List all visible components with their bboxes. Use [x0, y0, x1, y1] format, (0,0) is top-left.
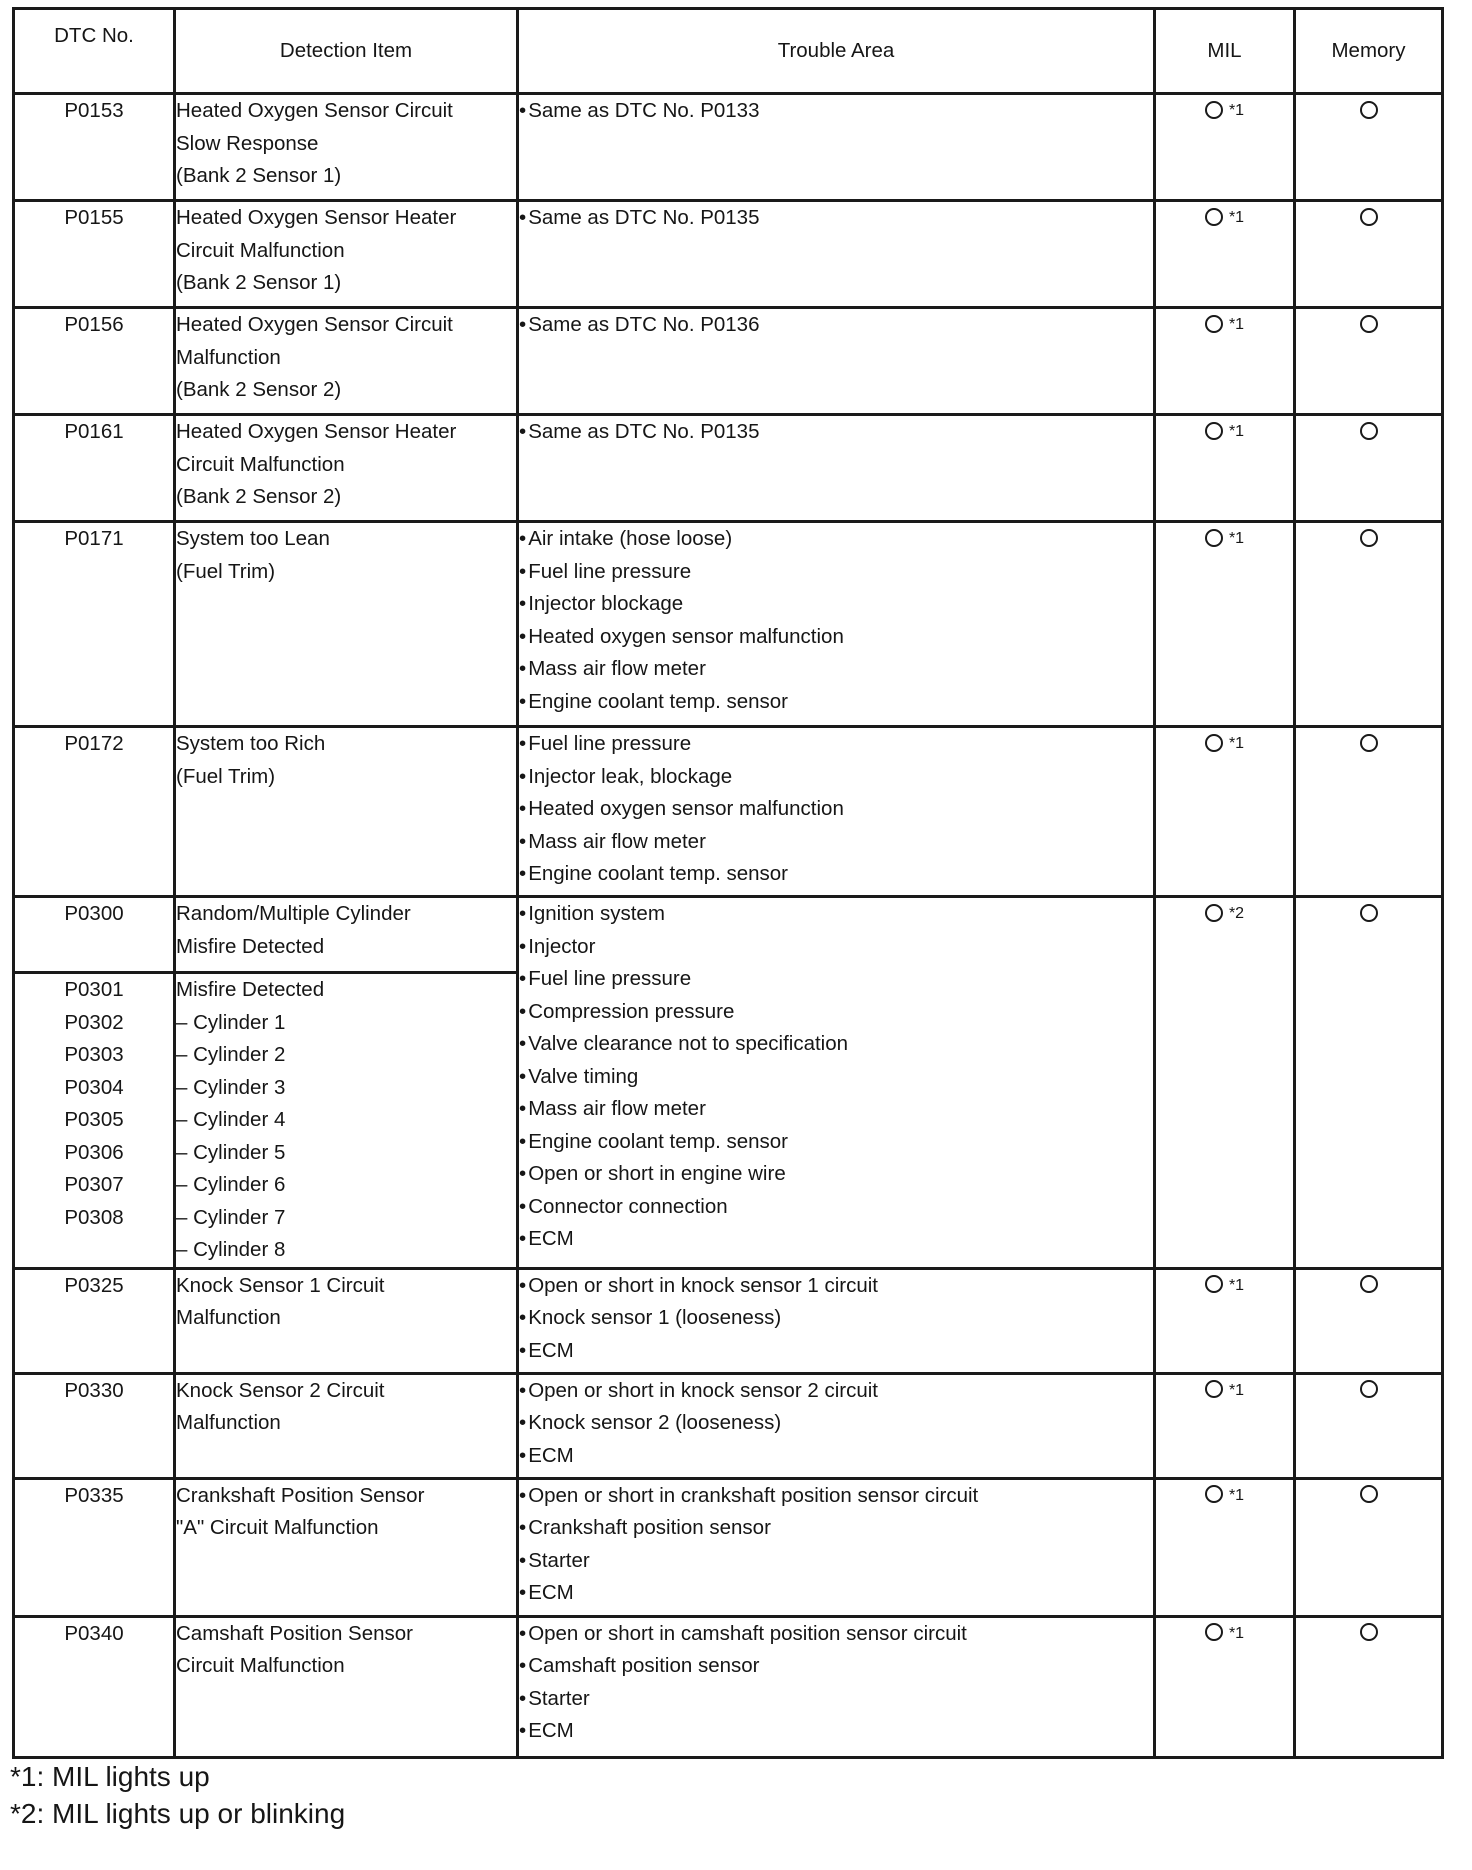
trouble-line: • ECM: [519, 1577, 1153, 1610]
trouble-area-cell: [518, 94, 1155, 201]
detection-item-cell: [175, 1268, 518, 1373]
dtc-cell: [14, 1268, 175, 1373]
dtc-cell: [14, 897, 175, 973]
item-line: – Cylinder 3: [176, 1075, 286, 1099]
detection-item-cell: [175, 973, 518, 1269]
dtc-line: P0308: [64, 1205, 124, 1229]
item-line: Crankshaft Position Sensor: [176, 1483, 425, 1507]
circle-icon: [1360, 529, 1378, 547]
dtc-line: P0340: [64, 1621, 124, 1645]
mil-cell: [1155, 308, 1295, 415]
table-row: [14, 308, 1443, 415]
mil-cell: [1155, 1616, 1295, 1757]
item-line: (Bank 2 Sensor 2): [176, 485, 342, 508]
mil-cell: [1155, 1268, 1295, 1373]
item-line: Malfunction: [176, 1306, 281, 1329]
trouble-line: • Heated oxygen sensor malfunction: [519, 621, 1153, 654]
item-line: Misfire Detected: [176, 978, 325, 1001]
mil-cell: [1155, 897, 1295, 1269]
memory-cell: [1295, 727, 1443, 897]
dtc-lines: [15, 95, 173, 128]
item-line: – Cylinder 1: [176, 1010, 286, 1034]
trouble-line: • Same as DTC No. P0135: [519, 202, 1153, 235]
trouble-lines: [519, 95, 1153, 128]
trouble-line: • Same as DTC No. P0136: [519, 309, 1153, 342]
table-row: [14, 897, 1443, 973]
table-row: [14, 415, 1443, 522]
mil-note: *1: [1228, 1276, 1245, 1294]
trouble-line: • Compression pressure: [519, 996, 1153, 1029]
table-row: [14, 201, 1443, 308]
item-lines: [176, 1618, 516, 1683]
dtc-lines: [15, 1618, 173, 1651]
dtc-line: P0161: [64, 420, 124, 443]
item-line: Circuit Malfunction: [176, 1654, 345, 1677]
circle-icon: [1205, 1380, 1223, 1398]
item-line: (Bank 2 Sensor 1): [176, 271, 342, 294]
item-line: (Bank 2 Sensor 2): [176, 378, 342, 401]
trouble-lines: [519, 1375, 1153, 1473]
trouble-line: • Open or short in camshaft position sensor circuit: [519, 1618, 1153, 1651]
trouble-line: • Starter: [519, 1545, 1153, 1578]
circle-icon: [1205, 734, 1223, 752]
trouble-lines: [519, 202, 1153, 235]
item-line: – Cylinder 2: [176, 1043, 286, 1066]
item-line: (Fuel Trim): [176, 559, 276, 583]
mil-cell: [1155, 1478, 1295, 1616]
trouble-line: • Mass air flow meter: [519, 653, 1153, 686]
trouble-line: • Ignition system: [519, 898, 1153, 931]
item-line: Random/Multiple Cylinder: [176, 902, 411, 925]
item-line: Heated Oxygen Sensor Circuit: [176, 313, 453, 336]
trouble-area-cell: [518, 897, 1155, 1269]
detection-item-cell: [175, 1478, 518, 1616]
detection-item-cell: [175, 1373, 518, 1478]
item-line: Misfire Detected: [176, 934, 325, 958]
trouble-line: • ECM: [519, 1715, 1153, 1748]
detection-item-cell: [175, 201, 518, 308]
dtc-cell: [14, 522, 175, 727]
trouble-area-cell: [518, 415, 1155, 522]
circle-icon: [1205, 529, 1223, 547]
header-detection-item: Detection Item: [175, 9, 518, 94]
dtc-line: P0156: [64, 313, 124, 336]
circle-icon: [1360, 315, 1378, 333]
trouble-line: • Open or short in engine wire: [519, 1158, 1153, 1191]
dtc-line: P0302: [64, 1010, 124, 1034]
mil-note: *1: [1228, 209, 1245, 226]
item-lines: [176, 974, 516, 1267]
mil-cell: [1155, 201, 1295, 308]
dtc-line: P0300: [64, 902, 124, 925]
dtc-cell: [14, 1478, 175, 1616]
trouble-line: • Injector: [519, 931, 1153, 964]
trouble-lines: [519, 1618, 1153, 1748]
header-memory: Memory: [1295, 9, 1443, 94]
dtc-line: P0330: [64, 1378, 124, 1402]
detection-item-cell: [175, 727, 518, 897]
item-line: Circuit Malfunction: [176, 452, 345, 476]
dtc-lines: [15, 202, 173, 235]
dtc-cell: [14, 308, 175, 415]
item-line: – Cylinder 7: [176, 1205, 286, 1229]
dtc-lines: [15, 728, 173, 761]
circle-icon: [1205, 315, 1223, 333]
dtc-cell: [14, 727, 175, 897]
memory-cell: [1295, 1616, 1443, 1757]
mil-note: *1: [1228, 423, 1245, 440]
table-row: [14, 94, 1443, 201]
detection-item-cell: [175, 1616, 518, 1757]
item-line: (Bank 2 Sensor 1): [176, 164, 342, 187]
trouble-line: • Fuel line pressure: [519, 728, 1153, 761]
dtc-lines: [15, 416, 173, 449]
circle-icon: [1360, 1275, 1378, 1293]
mil-note: *1: [1228, 316, 1245, 333]
dtc-cell: [14, 94, 175, 201]
dtc-cell: [14, 1373, 175, 1478]
mil-note: *2: [1228, 905, 1245, 922]
memory-cell: [1295, 415, 1443, 522]
mil-cell: [1155, 522, 1295, 727]
trouble-line: • Injector leak, blockage: [519, 761, 1153, 794]
detection-item-cell: [175, 415, 518, 522]
mil-note: *1: [1228, 1381, 1245, 1399]
item-line: Knock Sensor 2 Circuit: [176, 1378, 385, 1402]
footnote-2: *2: MIL lights up or blinking: [10, 1798, 346, 1829]
trouble-area-cell: [518, 1268, 1155, 1373]
trouble-line: • Heated oxygen sensor malfunction: [519, 793, 1153, 826]
header-mil: MIL: [1155, 9, 1295, 94]
mil-cell: [1155, 415, 1295, 522]
trouble-line: • ECM: [519, 1440, 1153, 1473]
table-row: [14, 522, 1443, 727]
memory-cell: [1295, 94, 1443, 201]
trouble-lines: [519, 309, 1153, 342]
item-line: Circuit Malfunction: [176, 238, 345, 262]
circle-icon: [1205, 101, 1223, 119]
trouble-area-cell: [518, 201, 1155, 308]
item-line: Malfunction: [176, 1411, 281, 1434]
circle-icon: [1360, 1380, 1378, 1398]
item-lines: [176, 202, 516, 300]
circle-icon: [1205, 1485, 1223, 1503]
trouble-line: • ECM: [519, 1223, 1153, 1256]
dtc-line: P0303: [64, 1043, 124, 1066]
trouble-lines: [519, 898, 1153, 1256]
item-line: Knock Sensor 1 Circuit: [176, 1273, 385, 1297]
item-line: Heated Oxygen Sensor Heater: [176, 420, 457, 443]
trouble-line: • Camshaft position sensor: [519, 1650, 1153, 1683]
memory-cell: [1295, 522, 1443, 727]
item-line: Heated Oxygen Sensor Heater: [176, 206, 457, 229]
item-line: "A" Circuit Malfunction: [176, 1516, 379, 1539]
circle-icon: [1360, 734, 1378, 752]
table-row: [14, 1616, 1443, 1757]
dtc-lines: [15, 1480, 173, 1513]
circle-icon: [1360, 1485, 1378, 1503]
trouble-line: • Mass air flow meter: [519, 826, 1153, 859]
trouble-area-cell: [518, 1616, 1155, 1757]
mil-cell: [1155, 94, 1295, 201]
table-row: [14, 1373, 1443, 1478]
table-row: [14, 1478, 1443, 1616]
item-line: – Cylinder 5: [176, 1140, 286, 1164]
memory-cell: [1295, 201, 1443, 308]
item-line: Slow Response: [176, 131, 319, 155]
item-line: – Cylinder 6: [176, 1173, 286, 1196]
mil-cell: [1155, 1373, 1295, 1478]
trouble-area-cell: [518, 1373, 1155, 1478]
item-lines: [176, 728, 516, 793]
dtc-line: P0305: [64, 1108, 124, 1131]
detection-item-cell: [175, 94, 518, 201]
trouble-line: • Knock sensor 2 (looseness): [519, 1407, 1153, 1440]
dtc-cell: [14, 973, 175, 1269]
trouble-lines: [519, 523, 1153, 718]
dtc-line: P0335: [64, 1483, 124, 1507]
trouble-line: • Engine coolant temp. sensor: [519, 858, 1153, 891]
circle-icon: [1205, 208, 1223, 226]
item-line: System too Lean: [176, 527, 330, 550]
item-line: System too Rich: [176, 732, 326, 755]
item-line: Camshaft Position Sensor: [176, 1621, 414, 1645]
dtc-sheet: [12, 7, 1444, 1759]
trouble-line: • Valve timing: [519, 1061, 1153, 1094]
item-line: Heated Oxygen Sensor Circuit: [176, 99, 453, 122]
circle-icon: [1360, 208, 1378, 226]
item-lines: [176, 523, 516, 588]
item-line: – Cylinder 4: [176, 1108, 286, 1131]
table-row: [14, 727, 1443, 897]
memory-cell: [1295, 1373, 1443, 1478]
header-dtc-no: DTC No.: [14, 9, 175, 94]
detection-item-cell: [175, 522, 518, 727]
circle-icon: [1205, 422, 1223, 440]
trouble-line: • Engine coolant temp. sensor: [519, 686, 1153, 719]
trouble-lines: [519, 1480, 1153, 1610]
item-lines: [176, 309, 516, 407]
dtc-line: P0155: [64, 206, 124, 229]
trouble-line: • Open or short in crankshaft position sensor circuit: [519, 1480, 1153, 1513]
dtc-cell: [14, 415, 175, 522]
mil-note: *1: [1228, 530, 1245, 547]
mil-note: *1: [1228, 1486, 1245, 1504]
item-lines: [176, 898, 516, 963]
dtc-cell: [14, 1616, 175, 1757]
item-lines: [176, 1480, 516, 1545]
dtc-line: P0307: [64, 1173, 124, 1196]
trouble-lines: [519, 728, 1153, 891]
item-lines: [176, 1375, 516, 1440]
circle-icon: [1205, 1623, 1223, 1641]
dtc-lines: [15, 898, 173, 931]
memory-cell: [1295, 1478, 1443, 1616]
circle-icon: [1360, 1623, 1378, 1641]
trouble-line: • Air intake (hose loose): [519, 523, 1153, 556]
dtc-table: [12, 7, 1444, 1759]
trouble-line: • Injector blockage: [519, 588, 1153, 621]
dtc-lines: [15, 974, 173, 1234]
trouble-line: • Connector connection: [519, 1191, 1153, 1224]
trouble-area-cell: [518, 308, 1155, 415]
footnotes: [10, 1758, 345, 1832]
trouble-lines: [519, 1270, 1153, 1368]
dtc-lines: [15, 1270, 173, 1303]
dtc-line: P0172: [64, 732, 124, 755]
trouble-line: • Open or short in knock sensor 2 circuit: [519, 1375, 1153, 1408]
trouble-line: • Same as DTC No. P0133: [519, 95, 1153, 128]
mil-note: *1: [1228, 1624, 1245, 1642]
mil-note: *1: [1228, 735, 1245, 752]
trouble-lines: [519, 416, 1153, 449]
item-lines: [176, 1270, 516, 1335]
dtc-line: P0306: [64, 1140, 124, 1164]
dtc-cell: [14, 201, 175, 308]
memory-cell: [1295, 1268, 1443, 1373]
table-row: [14, 1268, 1443, 1373]
dtc-line: P0304: [64, 1075, 124, 1099]
trouble-line: • Valve clearance not to specification: [519, 1028, 1153, 1061]
item-line: – Cylinder 8: [176, 1238, 286, 1261]
dtc-lines: [15, 523, 173, 556]
item-lines: [176, 416, 516, 514]
table-header-row: [14, 9, 1443, 94]
dtc-line: P0325: [64, 1273, 124, 1297]
item-lines: [176, 95, 516, 193]
item-line: (Fuel Trim): [176, 764, 276, 788]
circle-icon: [1360, 904, 1378, 922]
trouble-line: • Fuel line pressure: [519, 963, 1153, 996]
footnote-1: *1: MIL lights up: [10, 1761, 210, 1792]
trouble-line: • Engine coolant temp. sensor: [519, 1126, 1153, 1159]
circle-icon: [1205, 904, 1223, 922]
trouble-line: • Open or short in knock sensor 1 circuit: [519, 1270, 1153, 1303]
memory-cell: [1295, 308, 1443, 415]
dtc-lines: [15, 309, 173, 342]
mil-note: *1: [1228, 102, 1245, 119]
item-line: Malfunction: [176, 345, 281, 369]
dtc-line: P0153: [64, 99, 124, 122]
dtc-line: P0171: [64, 527, 124, 550]
trouble-area-cell: [518, 727, 1155, 897]
trouble-line: • Mass air flow meter: [519, 1093, 1153, 1126]
trouble-line: • Starter: [519, 1683, 1153, 1716]
dtc-line: P0301: [64, 978, 124, 1001]
detection-item-cell: [175, 897, 518, 973]
trouble-area-cell: [518, 522, 1155, 727]
trouble-line: • ECM: [519, 1335, 1153, 1368]
trouble-line: • Same as DTC No. P0135: [519, 416, 1153, 449]
dtc-lines: [15, 1375, 173, 1408]
trouble-line: • Knock sensor 1 (looseness): [519, 1302, 1153, 1335]
trouble-line: • Fuel line pressure: [519, 556, 1153, 589]
header-trouble-area: Trouble Area: [518, 9, 1155, 94]
circle-icon: [1360, 422, 1378, 440]
trouble-area-cell: [518, 1478, 1155, 1616]
memory-cell: [1295, 897, 1443, 1269]
circle-icon: [1360, 101, 1378, 119]
trouble-line: • Crankshaft position sensor: [519, 1512, 1153, 1545]
mil-cell: [1155, 727, 1295, 897]
circle-icon: [1205, 1275, 1223, 1293]
detection-item-cell: [175, 308, 518, 415]
